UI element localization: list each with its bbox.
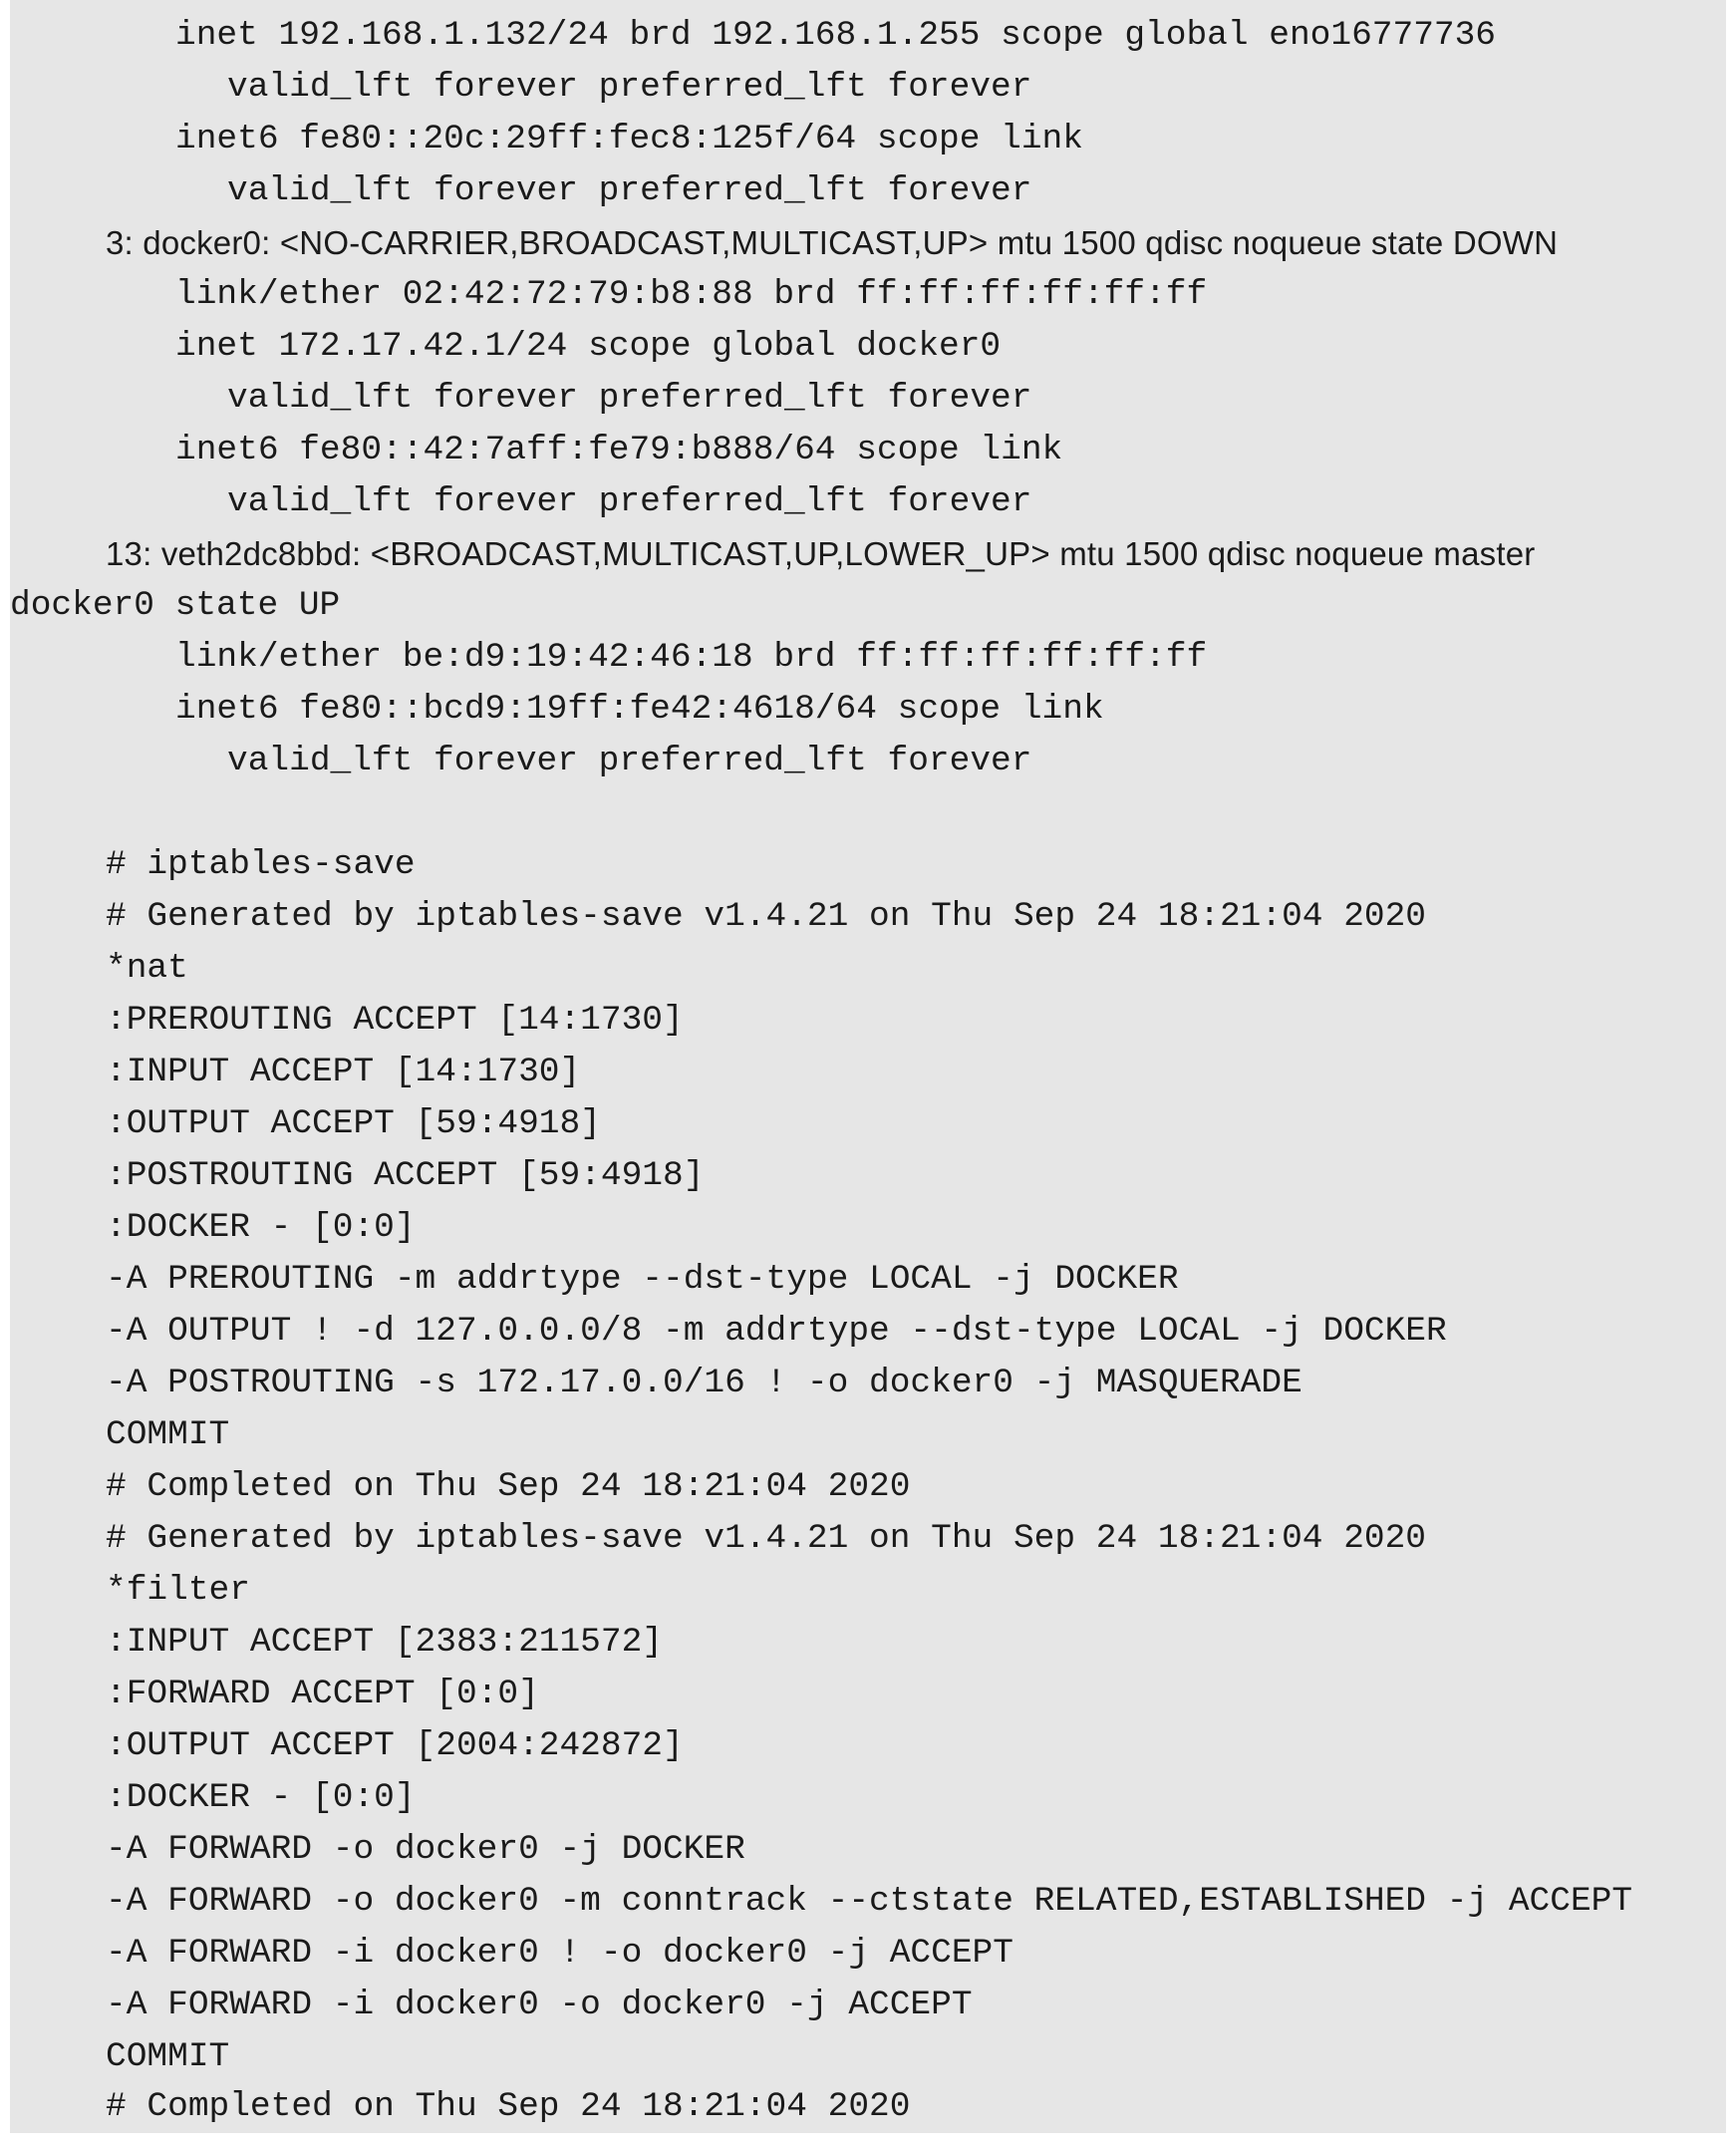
code-line: # Generated by iptables-save v1.4.21 on Thu Sep 24 18:21:04 2020 [106, 1519, 1427, 1558]
code-line: -A OUTPUT ! -d 127.0.0.0/8 -m addrtype --dst-type LOCAL -j DOCKER [106, 1312, 1447, 1351]
code-line: :INPUT ACCEPT [14:1730] [106, 1053, 581, 1091]
code-line: *filter [106, 1571, 250, 1610]
code-line: COMMIT [106, 2037, 230, 2076]
code-line: :POSTROUTING ACCEPT [59:4918] [106, 1156, 705, 1195]
code-listing [10, 0, 1726, 2133]
code-line: -A POSTROUTING -s 172.17.0.0/16 ! -o docker0 -j MASQUERADE [106, 1364, 1302, 1402]
code-line: 3: docker0: <NO-CARRIER,BROADCAST,MULTICAST,UP> mtu 1500 qdisc noqueue state DOWN [106, 224, 1559, 261]
code-line: :OUTPUT ACCEPT [2004:242872] [106, 1726, 684, 1765]
code-line: 13: veth2dc8bbd: <BROADCAST,MULTICAST,UP,LOWER_UP> mtu 1500 qdisc noqueue master [106, 535, 1536, 572]
code-line: :DOCKER - [0:0] [106, 1208, 416, 1247]
code-line: -A FORWARD -o docker0 -j DOCKER [106, 1830, 745, 1869]
code-line: :DOCKER - [0:0] [106, 1778, 416, 1817]
code-line: inet6 fe80::20c:29ff:fec8:125f/64 scope link [175, 120, 1083, 158]
code-line: -A FORWARD -i docker0 ! -o docker0 -j ACCEPT [106, 1934, 1013, 1973]
code-line: inet6 fe80::42:7aff:fe79:b888/64 scope link [175, 431, 1063, 469]
code-line: docker0 state UP [10, 586, 341, 625]
code-line: valid_lft forever preferred_lft forever [227, 742, 1032, 780]
code-line: inet6 fe80::bcd9:19ff:fe42:4618/64 scope link [175, 690, 1104, 729]
code-line: *nat [106, 949, 188, 988]
code-line: :OUTPUT ACCEPT [59:4918] [106, 1104, 601, 1143]
code-line: valid_lft forever preferred_lft forever [227, 171, 1032, 210]
code-line: valid_lft forever preferred_lft forever [227, 379, 1032, 418]
code-line: valid_lft forever preferred_lft forever [227, 482, 1032, 521]
code-line: link/ether be:d9:19:42:46:18 brd ff:ff:ff:ff:ff:ff [175, 638, 1208, 677]
code-line: :INPUT ACCEPT [2383:211572] [106, 1623, 663, 1662]
code-line: # Generated by iptables-save v1.4.21 on Thu Sep 24 18:21:04 2020 [106, 897, 1427, 936]
code-line: inet 192.168.1.132/24 brd 192.168.1.255 scope global eno16777736 [175, 16, 1497, 55]
code-line: -A PREROUTING -m addrtype --dst-type LOCAL -j DOCKER [106, 1260, 1179, 1299]
code-line: # iptables-save [106, 845, 416, 884]
code-line: :PREROUTING ACCEPT [14:1730] [106, 1001, 684, 1040]
code-line: -A FORWARD -o docker0 -m conntrack --ctstate RELATED,ESTABLISHED -j ACCEPT [106, 1882, 1633, 1921]
code-line: :FORWARD ACCEPT [0:0] [106, 1675, 539, 1713]
code-line: link/ether 02:42:72:79:b8:88 brd ff:ff:ff:ff:ff:ff [175, 275, 1208, 314]
code-line: # Completed on Thu Sep 24 18:21:04 2020 [106, 2087, 911, 2126]
code-line: # Completed on Thu Sep 24 18:21:04 2020 [106, 1467, 911, 1506]
code-line: valid_lft forever preferred_lft forever [227, 68, 1032, 107]
code-line: -A FORWARD -i docker0 -o docker0 -j ACCEPT [106, 1986, 973, 2024]
code-line: inet 172.17.42.1/24 scope global docker0 [175, 327, 1002, 366]
code-line: COMMIT [106, 1415, 230, 1454]
